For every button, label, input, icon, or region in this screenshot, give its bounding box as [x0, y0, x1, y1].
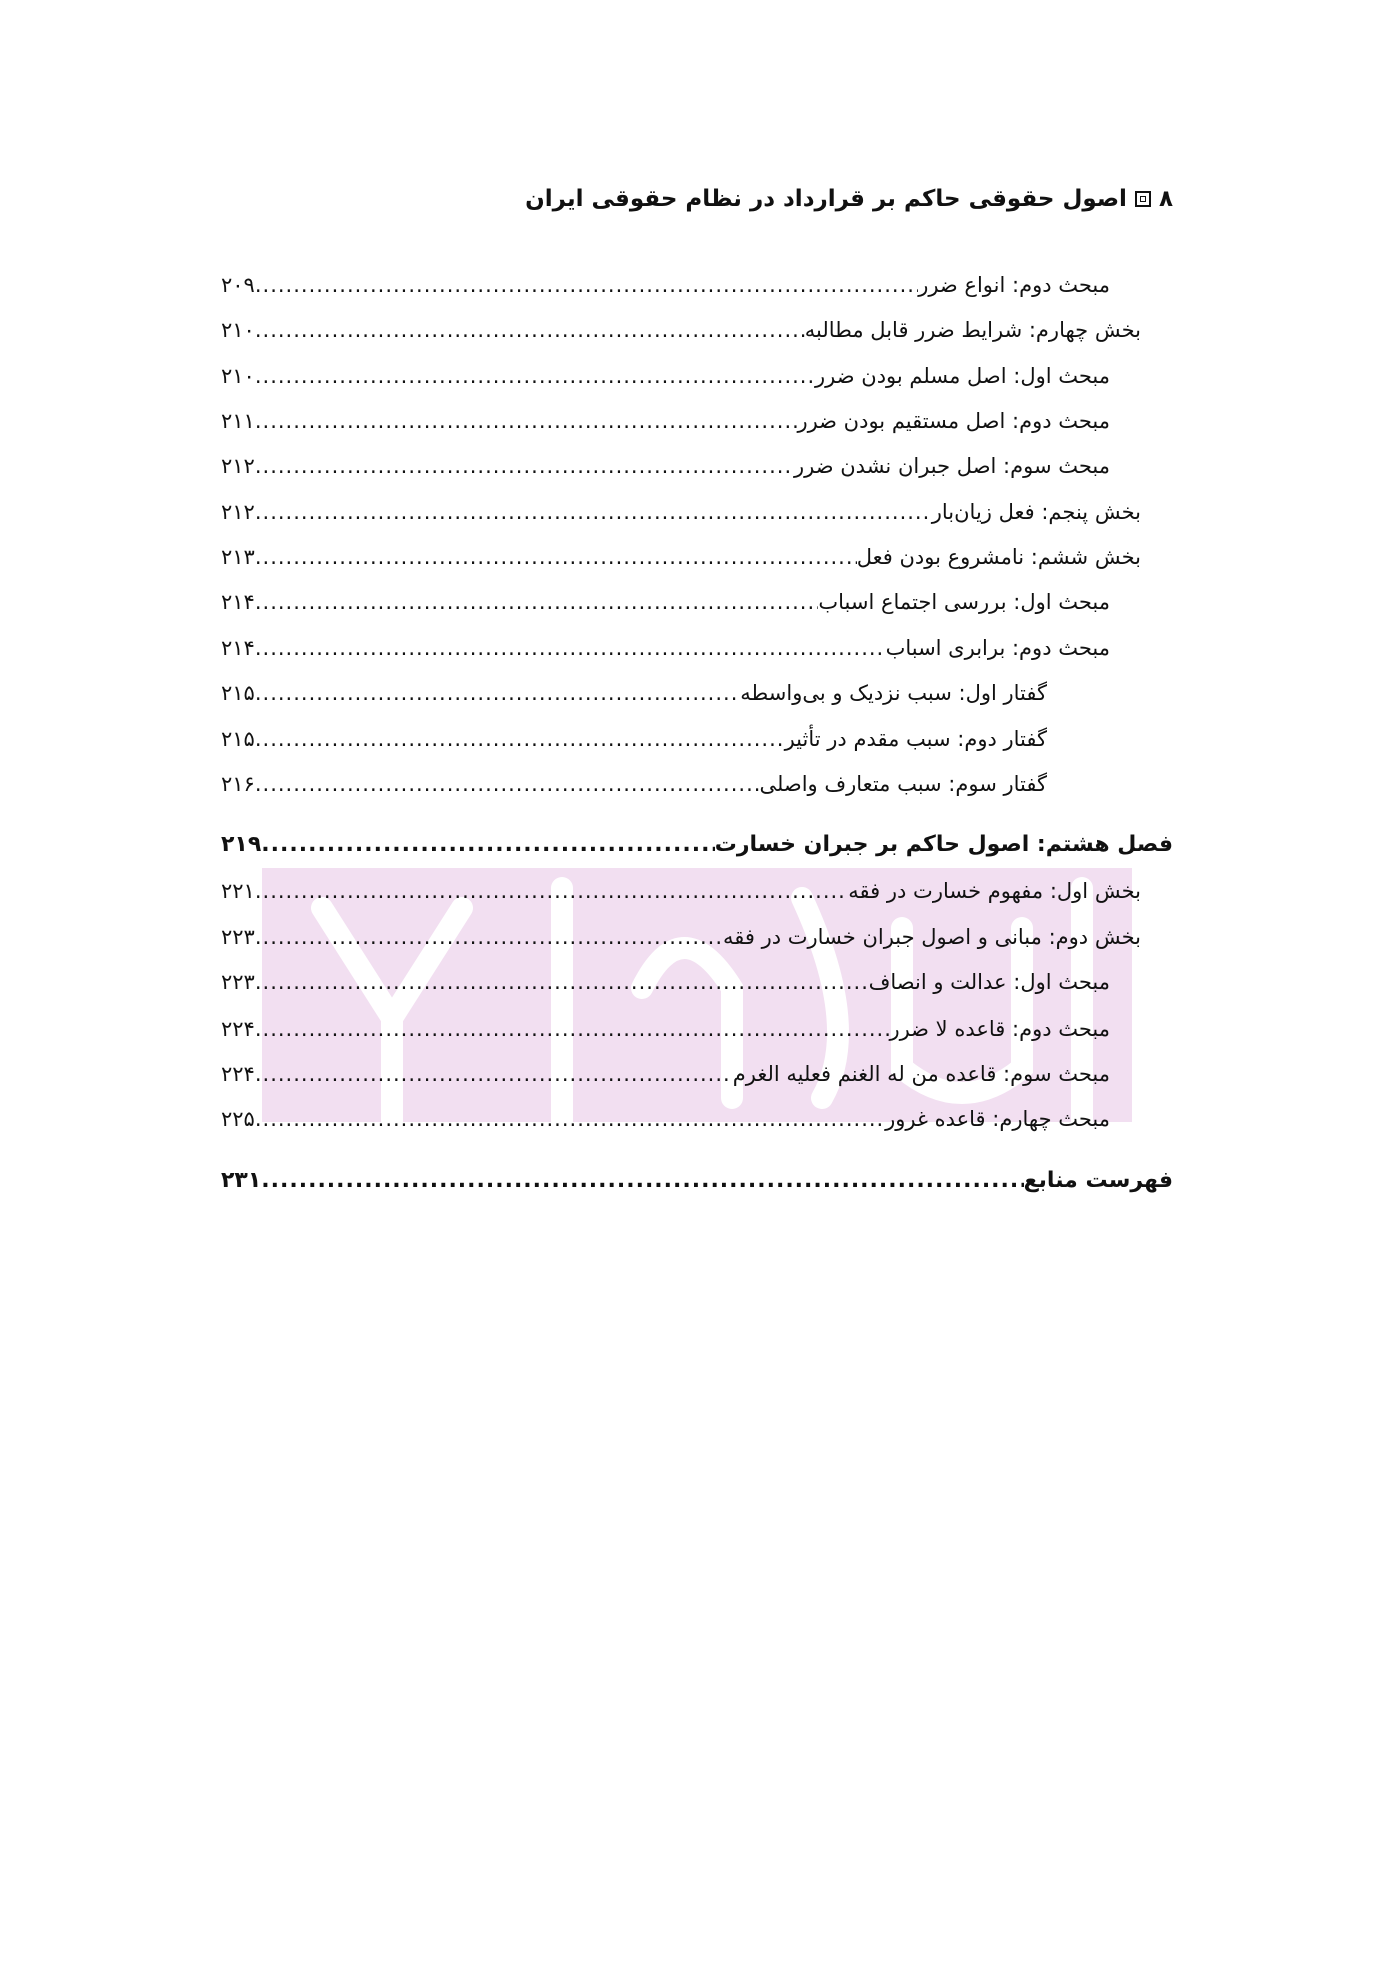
toc-entry-page: ۲۱۵: [221, 727, 255, 751]
toc-entry: [221, 673, 1047, 713]
toc-entry-page: ۲۲۳: [221, 970, 255, 994]
toc-entry-page: ۲۱۲: [221, 500, 255, 524]
toc-entry: [221, 310, 1141, 350]
toc-entry-page: ۲۲۴: [221, 1062, 255, 1086]
toc-entry: [221, 764, 1047, 804]
toc-entry: [221, 265, 1110, 305]
toc-entry-title: بخش دوم: مبانی و اصول جبران خسارت در فقه: [723, 925, 1141, 949]
toc-entry: [221, 492, 1141, 532]
toc-entry-title: مبحث دوم: انواع ضرر: [918, 273, 1110, 297]
toc-entry: [221, 962, 1110, 1002]
toc-entry-page: ۲۱۳: [221, 545, 255, 569]
toc-entry-page: ۲۰۹: [221, 273, 255, 297]
dot-leader: [255, 401, 798, 441]
dot-leader: [255, 356, 815, 396]
toc-entry-title: بخش چهارم: شرایط ضرر قابل مطالبه: [804, 318, 1141, 342]
toc-entry-page: ۲۲۳: [221, 925, 255, 949]
toc-entry: [221, 917, 1141, 957]
toc-entry-page: ۲۲۵: [221, 1107, 255, 1131]
dot-leader: [255, 310, 805, 350]
toc-entry-title: مبحث اول: بررسی اجتماع اسباب: [818, 590, 1110, 614]
page-number: ۸: [1158, 186, 1173, 212]
dot-leader: [255, 1009, 890, 1049]
dot-leader: [255, 1099, 885, 1139]
toc-entry-page: ۲۱۵: [221, 681, 255, 705]
toc-entry-page: ۲۱۲: [221, 454, 255, 478]
toc-entry-page: ۲۲۴: [221, 1017, 255, 1041]
toc-entry: [221, 582, 1110, 622]
dot-leader: [255, 962, 869, 1002]
toc-entry-title: فهرست منابع: [1023, 1168, 1173, 1193]
toc-entry-page: ۲۱۹: [221, 832, 262, 857]
toc-entry-title: بخش ششم: نامشروع بودن فعل: [856, 545, 1141, 569]
toc-entry-title: بخش اول: مفهوم خسارت در فقه: [848, 879, 1141, 903]
toc-entry: [221, 401, 1110, 441]
toc-entry-title: مبحث اول: عدالت و انصاف: [868, 970, 1110, 994]
toc-entry: [221, 356, 1110, 396]
toc-entry-title: مبحث دوم: قاعده لا ضرر: [889, 1017, 1110, 1041]
toc-entry: [221, 1099, 1110, 1139]
toc-entry-page: ۲۱۴: [221, 590, 255, 614]
toc-entry-page: ۲۱۰: [221, 364, 255, 388]
toc-entry: [221, 628, 1110, 668]
toc-entry: [221, 1054, 1110, 1094]
toc-entry-title: مبحث سوم: قاعده من له الغنم فعلیه الغرم: [732, 1062, 1110, 1086]
dot-leader: [261, 1161, 1023, 1201]
dot-leader: [255, 1054, 733, 1094]
toc-entry-page: ۲۱۱: [221, 409, 255, 433]
toc-entry-page: ۲۲۱: [221, 879, 255, 903]
dot-leader: [255, 764, 760, 804]
square-ornament-icon: [1135, 191, 1151, 207]
toc-entry-title: گفتار سوم: سبب متعارف واصلی: [759, 772, 1047, 796]
toc-entry-title: مبحث دوم: اصل مستقیم بودن ضرر: [797, 409, 1110, 433]
dot-leader: [255, 537, 857, 577]
toc-entry-title: مبحث چهارم: قاعده غرور: [885, 1107, 1110, 1131]
dot-leader: [255, 871, 848, 911]
toc-entry: [221, 825, 1173, 865]
dot-leader: [255, 446, 794, 486]
dot-leader: [255, 265, 918, 305]
dot-leader: [261, 825, 714, 865]
toc-entry-page: ۲۳۱: [221, 1168, 262, 1193]
toc-entry: [221, 1009, 1110, 1049]
toc-entry-title: گفتار دوم: سبب مقدم در تأثیر: [784, 727, 1047, 751]
toc-entry-page: ۲۱۰: [221, 318, 255, 342]
toc-entry: [221, 446, 1110, 486]
dot-leader: [255, 492, 932, 532]
dot-leader: [255, 719, 785, 759]
toc-entry-title: مبحث دوم: برابری اسباب: [885, 636, 1110, 660]
toc-entry-page: ۲۱۴: [221, 636, 255, 660]
toc-entry-page: ۲۱۶: [221, 772, 255, 796]
toc-entry-title: فصل هشتم: اصول حاکم بر جبران خسارت: [714, 832, 1173, 857]
dot-leader: [255, 582, 819, 622]
toc-entry-title: بخش پنجم: فعل زیان‌بار: [931, 500, 1141, 524]
toc-entry-title: مبحث اول: اصل مسلم بودن ضرر: [815, 364, 1110, 388]
toc-entry: [221, 871, 1141, 911]
toc-entry: [221, 537, 1141, 577]
dot-leader: [255, 917, 723, 957]
toc-entry-title: مبحث سوم: اصل جبران نشدن ضرر: [794, 454, 1110, 478]
running-header: [525, 186, 1173, 212]
toc-entry: [221, 1161, 1173, 1201]
toc-entry-title: گفتار اول: سبب نزدیک و بی‌واسطه: [740, 681, 1047, 705]
dot-leader: [255, 628, 886, 668]
toc-entry: [221, 719, 1047, 759]
book-title: اصول حقوقی حاکم بر قرارداد در نظام حقوقی ایران: [525, 186, 1127, 212]
dot-leader: [255, 673, 740, 713]
